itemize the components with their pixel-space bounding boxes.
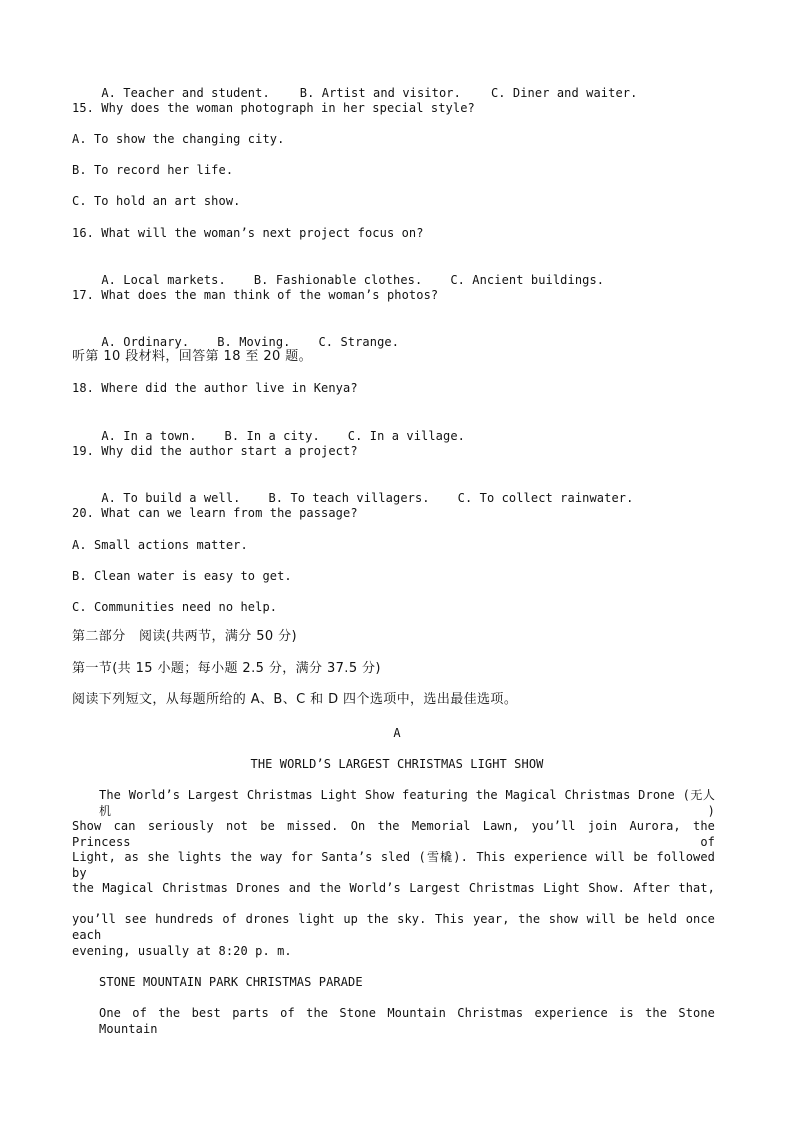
q16-option-b: B. Fashionable clothes. <box>253 273 423 287</box>
q18-question: 18. Where did the author live in Kenya? <box>72 381 358 395</box>
q19-option-a: A. To build a well. <box>101 491 241 505</box>
q18-option-c: C. In a village. <box>347 429 465 443</box>
passage-paragraph-line: One of the best parts of the Stone Mountain Christmas experience is the Stone Mountain <box>99 1006 715 1036</box>
passage-paragraph-line: Light, as she lights the way for Santa’s sled (雪橇). This experience will be followed by <box>72 850 715 880</box>
q14-option-c: C. Diner and waiter. <box>490 86 638 100</box>
q20-option-b: B. Clean water is easy to get. <box>72 569 292 583</box>
q14-option-b: B. Artist and visitor. <box>299 86 461 100</box>
passage-title: THE WORLD’S LARGEST CHRISTMAS LIGHT SHOW <box>250 757 544 771</box>
q17-option-c: C. Strange. <box>318 335 400 349</box>
part2-instruction: 阅读下列短文，从每题所给的 A、B、C 和 D 四个选项中，选出最佳选项。 <box>72 692 518 707</box>
part2-heading: 第二部分 阅读(共两节，满分 50 分) <box>72 629 297 644</box>
q20-question: 20. What can we learn from the passage? <box>72 506 358 520</box>
passage-paragraph-line: the Magical Christmas Drones and the World’s Largest Christmas Light Show. After that, <box>72 881 715 895</box>
passage-paragraph-line: The World’s Largest Christmas Light Show featuring the Magical Christmas Drone (无人机) <box>99 788 715 818</box>
q19-option-c: C. To collect rainwater. <box>457 491 634 505</box>
q17-option-b: B. Moving. <box>217 335 291 349</box>
q16-option-a: A. Local markets. <box>101 273 226 287</box>
q15-option-c: C. To hold an art show. <box>72 194 241 208</box>
passage-subheading: STONE MOUNTAIN PARK CHRISTMAS PARADE <box>99 975 363 989</box>
passage-paragraph-line: you’ll see hundreds of drones light up the sky. This year, the show will be held once each <box>72 912 715 942</box>
passage-paragraph-line: evening, usually at 8:20 p. m. <box>72 944 292 958</box>
q16-option-c: C. Ancient buildings. <box>450 273 605 287</box>
q17-question: 17. What does the man think of the woman’s photos? <box>72 288 439 302</box>
q17-option-a: A. Ordinary. <box>101 335 190 349</box>
passage-label: A <box>393 726 401 740</box>
passage-paragraph-line: Show can seriously not be missed. On the Memorial Lawn, you’ll join Aurora, the Princess of <box>72 819 715 849</box>
q20-option-a: A. Small actions matter. <box>72 538 248 552</box>
part2-section1-heading: 第一节(共 15 小题；每小题 2.5 分，满分 37.5 分) <box>72 661 381 676</box>
q19-option-b: B. To teach villagers. <box>268 491 430 505</box>
section-10-instruction: 听第 10 段材料，回答第 18 至 20 题。 <box>72 349 313 364</box>
q15-question: 15. Why does the woman photograph in her special style? <box>72 101 475 115</box>
q18-option-a: A. In a town. <box>101 429 197 443</box>
q15-option-b: B. To record her life. <box>72 163 234 177</box>
q18-option-b: B. In a city. <box>224 429 320 443</box>
q14-option-a: A. Teacher and student. <box>101 86 270 100</box>
q20-option-c: C. Communities need no help. <box>72 600 278 614</box>
q19-question: 19. Why did the author start a project? <box>72 444 358 458</box>
q16-question: 16. What will the woman’s next project focus on? <box>72 226 424 240</box>
q15-option-a: A. To show the changing city. <box>72 132 285 146</box>
